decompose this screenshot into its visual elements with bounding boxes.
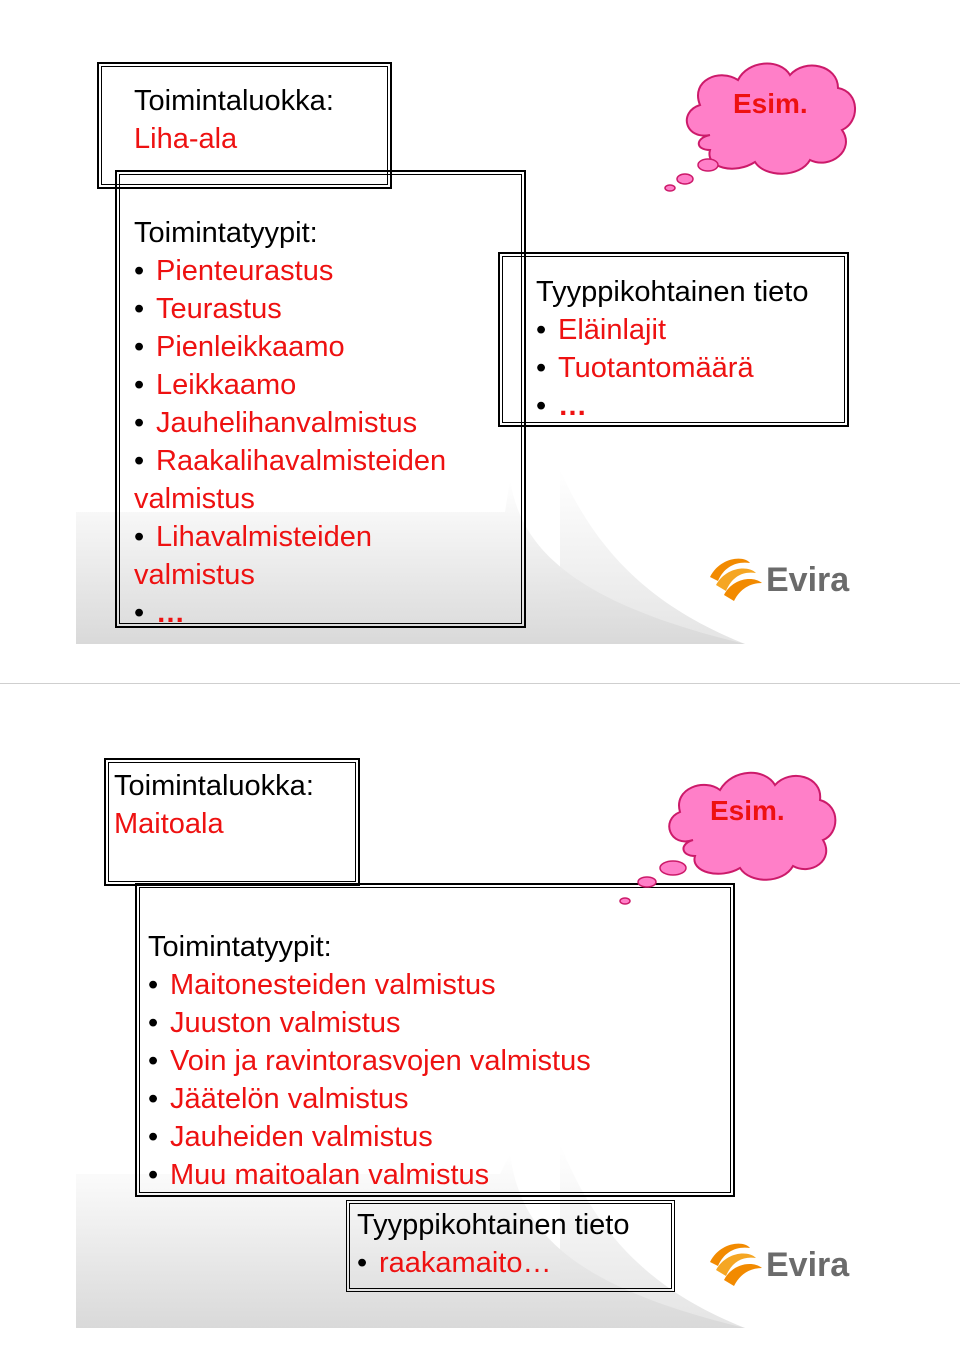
bullet-icon: • bbox=[148, 969, 159, 1001]
list-item: • Leikkaamo bbox=[134, 366, 446, 404]
bullet-icon: • bbox=[134, 521, 145, 553]
bullet-icon: • bbox=[134, 331, 145, 363]
class-box bbox=[104, 758, 360, 886]
cloud-label: Esim. bbox=[733, 88, 808, 119]
list-item: • raakamaito… bbox=[357, 1244, 551, 1282]
list-item: • Maitonesteiden valmistus bbox=[148, 966, 591, 1004]
list-item: • Jauhelihanvalmistus bbox=[134, 404, 446, 442]
types-box bbox=[135, 883, 735, 1197]
types-list bbox=[148, 966, 591, 1194]
specific-heading: Tyyppikohtainen tieto bbox=[357, 1209, 630, 1241]
list-item: • Tuotantomäärä bbox=[536, 349, 754, 387]
types-heading: Toimintatyypit: bbox=[148, 931, 332, 963]
bullet-icon: • bbox=[148, 1159, 159, 1191]
bullet-icon: • bbox=[536, 352, 547, 384]
list-item: • Juuston valmistus bbox=[148, 1004, 591, 1042]
bullet-icon: • bbox=[357, 1247, 368, 1279]
bullet-icon: • bbox=[148, 1083, 159, 1115]
class-value: Liha-ala bbox=[134, 123, 238, 155]
list-item: • Raakalihavalmisteiden bbox=[134, 442, 446, 480]
list-item: • Pienteurastus bbox=[134, 252, 446, 290]
list-item: • Eläinlajit bbox=[536, 311, 754, 349]
bullet-icon: • bbox=[134, 255, 145, 287]
list-item: • Muu maitoalan valmistus bbox=[148, 1156, 591, 1194]
bullet-icon: • bbox=[148, 1121, 159, 1153]
evira-leaf-icon bbox=[706, 1240, 766, 1288]
bullet-icon: • bbox=[134, 293, 145, 325]
class-value: Maitoala bbox=[114, 808, 224, 840]
list-item-continuation: valmistus bbox=[134, 483, 255, 515]
types-box bbox=[115, 170, 526, 628]
types-heading: Toimintatyypit: bbox=[134, 217, 318, 249]
specific-info-box bbox=[498, 252, 849, 427]
specific-info-box bbox=[346, 1200, 675, 1292]
evira-logo bbox=[706, 555, 850, 608]
class-label: Toimintaluokka: bbox=[134, 85, 334, 117]
list-item: • Voin ja ravintorasvojen valmistus bbox=[148, 1042, 591, 1080]
list-item: • Jauheiden valmistus bbox=[148, 1118, 591, 1156]
list-item: • Jäätelön valmistus bbox=[148, 1080, 591, 1118]
evira-logo bbox=[706, 1240, 850, 1293]
bullet-icon: • bbox=[536, 390, 547, 422]
list-item: • Teurastus bbox=[134, 290, 446, 328]
list-item: • … bbox=[536, 387, 754, 425]
bullet-icon: • bbox=[134, 445, 145, 477]
cloud-label: Esim. bbox=[710, 795, 785, 826]
list-item-continuation: valmistus bbox=[134, 559, 255, 591]
bullet-icon: • bbox=[134, 597, 145, 629]
list-item: • Pienleikkaamo bbox=[134, 328, 446, 366]
logo-text: Evira bbox=[766, 561, 850, 599]
class-label: Toimintaluokka: bbox=[114, 770, 314, 802]
types-list bbox=[134, 252, 446, 632]
slide-maitoala bbox=[0, 684, 960, 1367]
bullet-icon: • bbox=[148, 1007, 159, 1039]
specific-list bbox=[357, 1244, 551, 1282]
slide-liha-ala bbox=[0, 0, 960, 683]
bullet-icon: • bbox=[148, 1045, 159, 1077]
bullet-icon: • bbox=[134, 407, 145, 439]
evira-leaf-icon bbox=[706, 555, 766, 603]
thought-cloud-icon bbox=[660, 50, 865, 195]
bullet-icon: • bbox=[536, 314, 547, 346]
specific-heading: Tyyppikohtainen tieto bbox=[536, 276, 809, 308]
list-item: • … bbox=[134, 594, 446, 632]
logo-text: Evira bbox=[766, 1246, 850, 1284]
thought-cloud-icon bbox=[615, 760, 845, 910]
bullet-icon: • bbox=[134, 369, 145, 401]
specific-list bbox=[536, 311, 754, 425]
list-item: • Lihavalmisteiden bbox=[134, 518, 446, 556]
